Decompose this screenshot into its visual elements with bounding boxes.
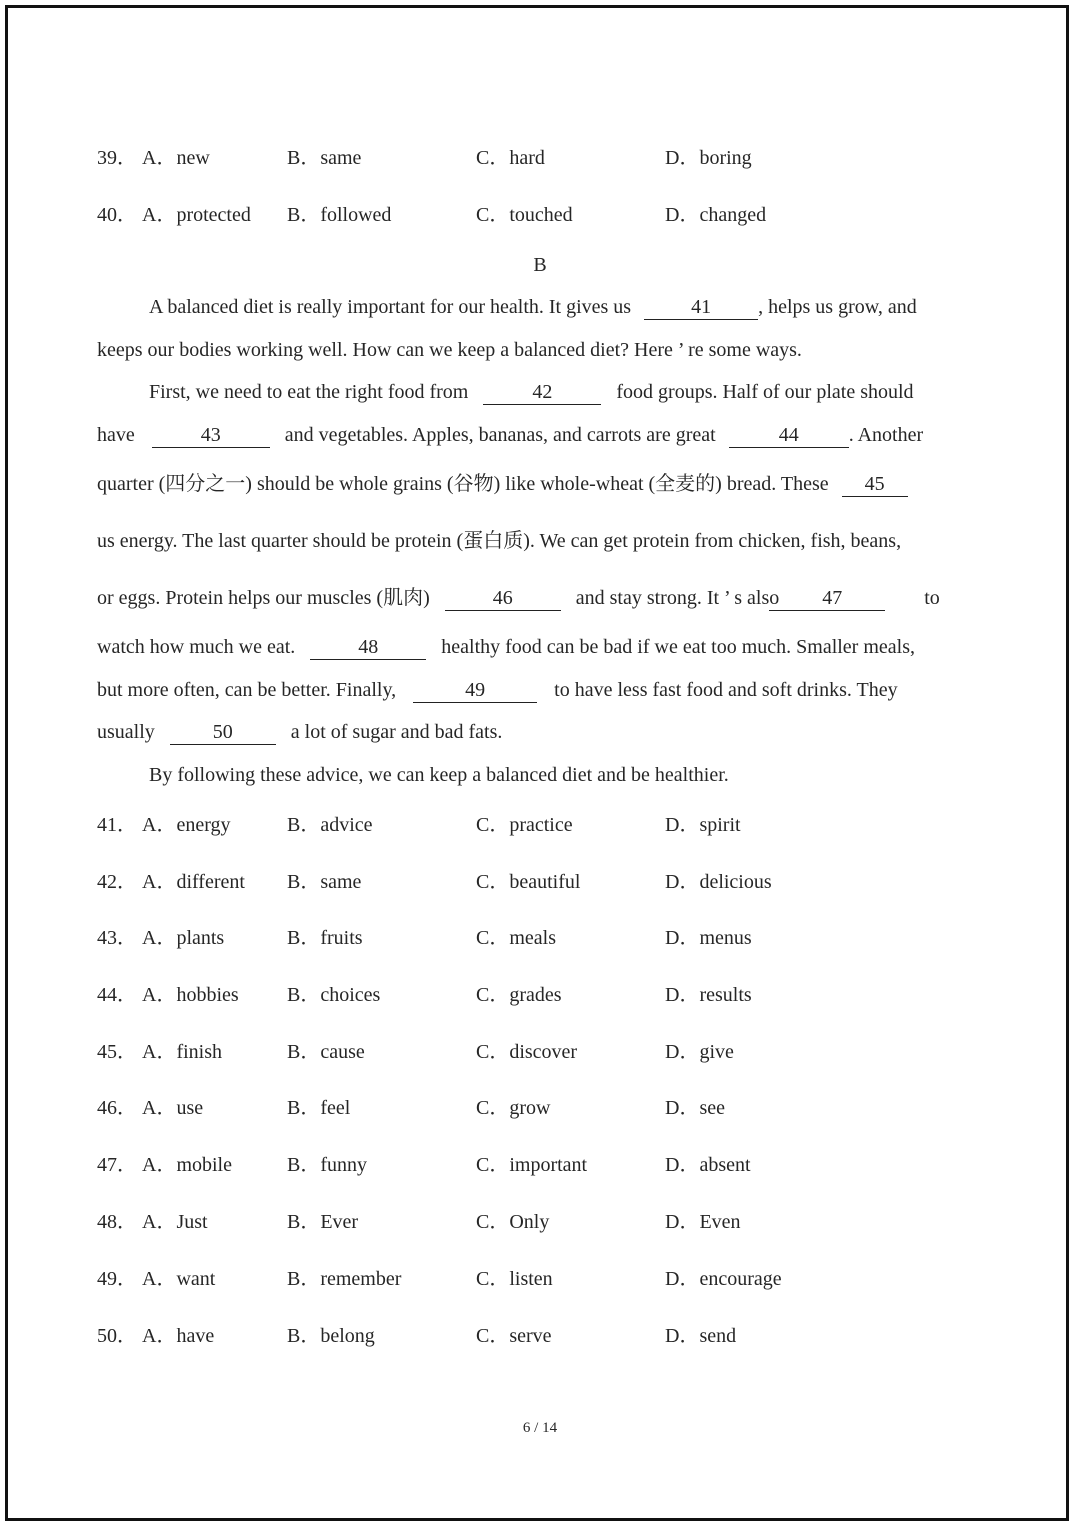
passage-text: usually xyxy=(97,721,155,743)
passage-text: , helps us grow, and xyxy=(758,296,917,318)
option-b: B．belong xyxy=(287,1325,375,1347)
question-number: 46． xyxy=(97,1097,137,1119)
option-a: A．new xyxy=(142,147,210,169)
option-a: A．energy xyxy=(142,814,231,836)
question-50 xyxy=(0,1321,1080,1351)
blank-44: 44 xyxy=(729,423,849,448)
question-number: 39． xyxy=(97,147,137,169)
passage-line xyxy=(149,377,914,407)
option-d: D．spirit xyxy=(665,814,741,836)
option-b: B．feel xyxy=(287,1097,351,1119)
passage-line xyxy=(97,583,940,613)
question-number: 40． xyxy=(97,204,137,226)
question-number: 41． xyxy=(97,814,137,836)
passage-line: us energy. The last quarter should be protein (蛋白质). We can get protein from chicken, fish, beans, xyxy=(97,530,902,552)
blank-48: 48 xyxy=(310,635,426,660)
blank-43: 43 xyxy=(152,423,270,448)
question-number: 42． xyxy=(97,871,137,893)
blank-50: 50 xyxy=(170,720,276,745)
option-d: D．menus xyxy=(665,927,752,949)
option-c: C．Only xyxy=(476,1211,550,1233)
option-c: C．meals xyxy=(476,927,556,949)
passage-line xyxy=(97,675,898,705)
option-d: D．boring xyxy=(665,147,752,169)
option-b: B．funny xyxy=(287,1154,367,1176)
question-number: 50． xyxy=(97,1325,137,1347)
question-39 xyxy=(0,143,1080,173)
passage-line xyxy=(149,292,917,322)
option-d: D．send xyxy=(665,1325,737,1347)
question-number: 43． xyxy=(97,927,137,949)
question-48 xyxy=(0,1207,1080,1237)
passage-text: healthy food can be bad if we eat too much. Smaller meals, xyxy=(441,636,915,658)
passage-text: watch how much we eat. xyxy=(97,636,296,658)
option-c: C．important xyxy=(476,1154,588,1176)
option-a: A．protected xyxy=(142,204,251,226)
passage-line xyxy=(97,632,915,662)
option-d: D．absent xyxy=(665,1154,751,1176)
option-a: A．use xyxy=(142,1097,204,1119)
option-a: A．different xyxy=(142,871,245,893)
option-b: B．same xyxy=(287,871,362,893)
option-a: A．plants xyxy=(142,927,225,949)
option-c: C．practice xyxy=(476,814,573,836)
question-42 xyxy=(0,867,1080,897)
passage-text: . Another xyxy=(848,424,924,446)
passage-text: to have less fast food and soft drinks. They xyxy=(554,679,898,701)
question-number: 48． xyxy=(97,1211,137,1233)
option-b: B．followed xyxy=(287,204,392,226)
passage-text: A balanced diet is really important for our health. It gives us xyxy=(149,296,632,318)
option-d: D．Even xyxy=(665,1211,741,1233)
blank-46: 46 xyxy=(445,586,561,611)
option-a: A．want xyxy=(142,1268,216,1290)
option-b: B．fruits xyxy=(287,927,363,949)
option-c: C．serve xyxy=(476,1325,552,1347)
passage-line xyxy=(97,469,908,499)
option-b: B．same xyxy=(287,147,362,169)
blank-47: 47 xyxy=(779,586,885,611)
option-c: C．grades xyxy=(476,984,562,1006)
blank-49: 49 xyxy=(413,678,537,703)
option-a: A．have xyxy=(142,1325,215,1347)
option-b: B．advice xyxy=(287,814,373,836)
passage-text: o xyxy=(769,587,780,609)
option-d: D．results xyxy=(665,984,752,1006)
question-43 xyxy=(0,923,1080,953)
option-b: B．remember xyxy=(287,1268,402,1290)
passage-text: food groups. Half of our plate should xyxy=(616,381,914,403)
option-c: C．hard xyxy=(476,147,545,169)
question-number: 44． xyxy=(97,984,137,1006)
option-c: C．beautiful xyxy=(476,871,581,893)
option-a: A．mobile xyxy=(142,1154,232,1176)
passage-line xyxy=(97,717,502,747)
passage-text: quarter (四分之一) should be whole grains (谷物) like whole-wheat (全麦的) bread. These xyxy=(97,473,829,495)
question-47 xyxy=(0,1150,1080,1180)
option-d: D．encourage xyxy=(665,1268,782,1290)
blank-45: 45 xyxy=(842,472,908,497)
option-a: A．hobbies xyxy=(142,984,239,1006)
option-c: C．discover xyxy=(476,1041,578,1063)
passage-text: have xyxy=(97,424,135,446)
blank-41: 41 xyxy=(644,295,758,320)
passage-line xyxy=(97,420,923,450)
question-40 xyxy=(0,200,1080,230)
page-number: 6 / 14 xyxy=(522,1420,558,1436)
question-46 xyxy=(0,1093,1080,1123)
passage-text: First, we need to eat the right food from xyxy=(149,381,469,403)
question-number: 47． xyxy=(97,1154,137,1176)
passage-text: and stay strong. It ’ s als xyxy=(575,587,770,609)
passage-line: By following these advice, we can keep a balanced diet and be healthier. xyxy=(149,764,729,786)
question-45 xyxy=(0,1037,1080,1067)
passage-text: or eggs. Protein helps our muscles (肌肉) xyxy=(97,587,430,609)
passage-line: keeps our bodies working well. How can we keep a balanced diet? Here ’ re some ways. xyxy=(97,339,802,361)
option-c: C．listen xyxy=(476,1268,553,1290)
option-d: D．give xyxy=(665,1041,734,1063)
option-b: B．cause xyxy=(287,1041,365,1063)
section-title: B xyxy=(533,254,547,276)
option-b: B．choices xyxy=(287,984,381,1006)
passage-text: to xyxy=(924,587,940,609)
question-number: 45． xyxy=(97,1041,137,1063)
question-number: 49． xyxy=(97,1268,137,1290)
option-d: D．see xyxy=(665,1097,725,1119)
passage-text: a lot of sugar and bad fats. xyxy=(290,721,503,743)
blank-42: 42 xyxy=(483,380,601,405)
passage-text: and vegetables. Apples, bananas, and carrots are great xyxy=(284,424,716,446)
question-44 xyxy=(0,980,1080,1010)
question-41 xyxy=(0,810,1080,840)
option-d: D．changed xyxy=(665,204,767,226)
option-c: C．grow xyxy=(476,1097,551,1119)
passage-text: but more often, can be better. Finally, xyxy=(97,679,397,701)
option-c: C．touched xyxy=(476,204,573,226)
option-a: A．finish xyxy=(142,1041,222,1063)
option-b: B．Ever xyxy=(287,1211,359,1233)
option-d: D．delicious xyxy=(665,871,772,893)
option-a: A．Just xyxy=(142,1211,208,1233)
question-49 xyxy=(0,1264,1080,1294)
